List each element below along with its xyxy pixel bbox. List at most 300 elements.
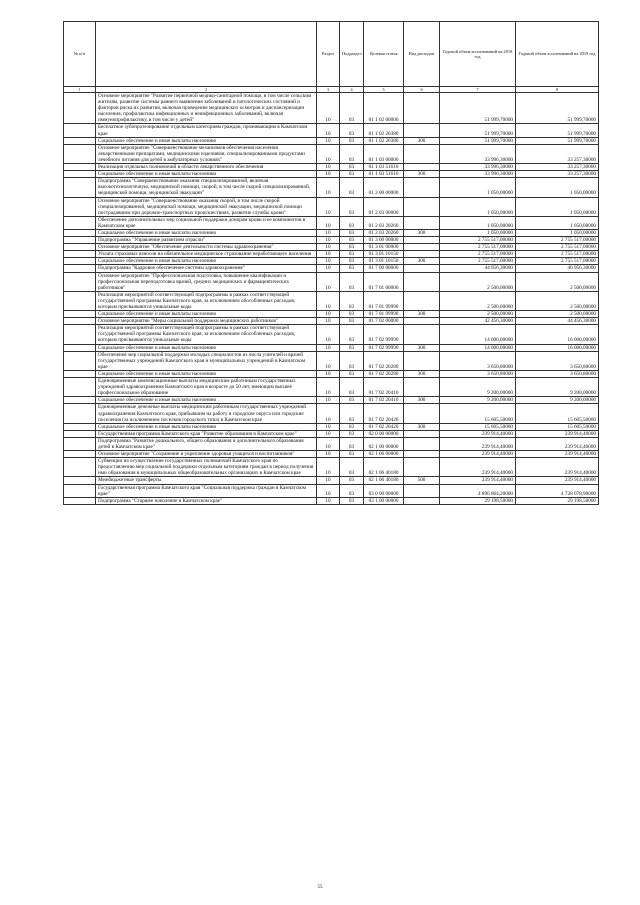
cell-amount-2019: 44 456,30000 xyxy=(516,318,599,325)
cell-section: 10 xyxy=(317,171,340,178)
table-row xyxy=(64,423,599,430)
cell-amount-2019: 51 999,70000 xyxy=(516,93,599,124)
cell-section: 10 xyxy=(317,124,340,137)
cell-target: 01 1 02 20380 xyxy=(364,124,404,137)
cell-target: 01 3 01 00000 xyxy=(364,244,404,251)
cell-amount-2018: 15 605,50000 xyxy=(440,404,516,423)
cell-name: Подпрограмма "Развитие дошкольного, общего образования и дополнительного образования детей в Камчатском крае" xyxy=(96,437,317,450)
page-number: 55 xyxy=(317,885,323,890)
cell-amount-2018: 2 755 517,00000 xyxy=(440,244,516,251)
cell-subsection: 03 xyxy=(340,430,364,437)
cell-amount-2019: 2 755 517,00000 xyxy=(516,244,599,251)
cell-type xyxy=(404,404,440,423)
cell-subsection: 03 xyxy=(340,351,364,370)
cell-subsection: 03 xyxy=(340,458,364,477)
cell-target: 01 7 02 20280 xyxy=(364,370,404,377)
cell-section: 10 xyxy=(317,458,340,477)
cell-section: 10 xyxy=(317,93,340,124)
table-row xyxy=(64,178,599,197)
cell-type: 300 xyxy=(404,311,440,318)
cell-type xyxy=(404,351,440,370)
cell-section: 10 xyxy=(317,325,340,344)
header-2019: Годовой объем ассигнований на 2019 год xyxy=(516,22,599,87)
cell-name: Социальное обеспечение и иные выплаты населению xyxy=(96,229,317,236)
cell-type xyxy=(404,291,440,310)
cell-amount-2018: 51 999,70000 xyxy=(440,124,516,137)
cell-amount-2018: 239 914,40000 xyxy=(440,477,516,484)
table-row xyxy=(64,458,599,477)
cell-amount-2019: 3 650,80000 xyxy=(516,370,599,377)
cell-amount-2018: 29 198,50000 xyxy=(440,497,516,504)
table-row xyxy=(64,291,599,310)
cell-subsection: 03 xyxy=(340,137,364,144)
cell-target: 02 1 06 40180 xyxy=(364,477,404,484)
cell-amount-2018: 239 914,40000 xyxy=(440,458,516,477)
cell-section: 10 xyxy=(317,144,340,163)
cell-amount-2018: 239 914,40000 xyxy=(440,437,516,450)
cell-amount-2018: 9 200,00000 xyxy=(440,378,516,397)
cell-amount-2019: 2 755 517,00000 xyxy=(516,258,599,265)
cell-name: Подпрограмма "Совершенствование оказания специализированной, включая высокотехнологичную, медицинской помощи, скорой, в том числе скорой специализированной, медицинской помощи, медицинской эвакуации" xyxy=(96,178,317,197)
cell-name: Основное мероприятие "Обеспечение деятельности системы здравоохранения" xyxy=(96,244,317,251)
cell-name: Основное мероприятие "Развитие первичной медико-санитарной помощи, в том числе сельским жителям, развитие системы раннего выявления заболеваний и патологических состояний и факторов риска их развития, включая проведение медицинских осмотров и диспансеризации населения, профилактика инфекционных и неинфекционных заболеваний, включая иммунопрофилактику, в том числе у детей" xyxy=(96,93,317,124)
cell-target: 01 7 02 20420 xyxy=(364,423,404,430)
cell-name: Основное мероприятие "Совершенствование механизмов обеспечения населения лекарственными препаратами, медицинскими изделиями, специализированными продуктами лечебного питания для детей в амбулаторных условиях" xyxy=(96,144,317,163)
cell-subsection: 03 xyxy=(340,423,364,430)
cell-subsection: 03 xyxy=(340,244,364,251)
cell-name: Социальное обеспечение и иные выплаты населению xyxy=(96,137,317,144)
cell-amount-2018: 239 914,40000 xyxy=(440,430,516,437)
table-row xyxy=(64,397,599,404)
cell-amount-2018: 33 996,30000 xyxy=(440,171,516,178)
cell-subsection: 03 xyxy=(340,178,364,197)
header-num: № п/п xyxy=(64,22,96,87)
col-number: 6 xyxy=(404,87,440,93)
cell-target: 01 2 03 00000 xyxy=(364,197,404,216)
table-row xyxy=(64,237,599,244)
cell-num xyxy=(64,216,96,229)
cell-amount-2019: 29 198,50000 xyxy=(516,497,599,504)
cell-target: 02 1 06 00000 xyxy=(364,451,404,458)
cell-amount-2019: 33 257,30000 xyxy=(516,164,599,171)
cell-amount-2018: 51 999,70000 xyxy=(440,137,516,144)
cell-subsection: 03 xyxy=(340,477,364,484)
cell-subsection: 03 xyxy=(340,397,364,404)
cell-target: 01 7 01 99990 xyxy=(364,291,404,310)
table-row xyxy=(64,216,599,229)
cell-amount-2019: 51 999,70000 xyxy=(516,124,599,137)
cell-amount-2018: 33 996,30000 xyxy=(440,144,516,163)
cell-section: 10 xyxy=(317,237,340,244)
cell-name: Реализация мероприятий соответствующей подпрограммы в рамках соответствующей государственной программы Камчатского края, за исключением обособленных расходов, которым присваиваются уникальные коды xyxy=(96,325,317,344)
cell-name: Основное мероприятие "Меры социальной поддержки медицинских работников" xyxy=(96,318,317,325)
cell-amount-2019: 239 914,40000 xyxy=(516,477,599,484)
cell-amount-2019: 2 500,00000 xyxy=(516,291,599,310)
cell-target: 01 7 02 20410 xyxy=(364,397,404,404)
cell-num xyxy=(64,404,96,423)
col-number: 2 xyxy=(96,87,317,93)
cell-amount-2018: 44 956,30000 xyxy=(440,265,516,272)
cell-amount-2018: 15 605,50000 xyxy=(440,423,516,430)
cell-amount-2018: 14 000,00000 xyxy=(440,344,516,351)
cell-section: 10 xyxy=(317,251,340,258)
table-row xyxy=(64,244,599,251)
table-row xyxy=(64,325,599,344)
header-expense-type: Вид расходов xyxy=(404,22,440,87)
cell-num xyxy=(64,397,96,404)
cell-num xyxy=(64,137,96,144)
cell-type: 300 xyxy=(404,137,440,144)
cell-subsection: 03 xyxy=(340,318,364,325)
cell-target: 01 3 00 00000 xyxy=(364,237,404,244)
cell-type: 300 xyxy=(404,229,440,236)
cell-section: 10 xyxy=(317,430,340,437)
cell-target: 02 1 06 40180 xyxy=(364,458,404,477)
cell-type xyxy=(404,497,440,504)
cell-subsection: 03 xyxy=(340,311,364,318)
table-row xyxy=(64,404,599,423)
header-subsection: Подраздел xyxy=(340,22,364,87)
cell-section: 10 xyxy=(317,265,340,272)
cell-type xyxy=(404,265,440,272)
col-number: 7 xyxy=(440,87,516,93)
col-number: 3 xyxy=(317,87,340,93)
cell-target: 01 2 03 20260 xyxy=(364,216,404,229)
cell-amount-2019: 2 755 517,00000 xyxy=(516,251,599,258)
cell-target: 01 1 02 00000 xyxy=(364,93,404,124)
cell-subsection: 03 xyxy=(340,124,364,137)
cell-type xyxy=(404,164,440,171)
cell-num xyxy=(64,124,96,137)
cell-amount-2018: 1 050,00000 xyxy=(440,178,516,197)
cell-type xyxy=(404,451,440,458)
cell-amount-2018: 2 755 517,00000 xyxy=(440,251,516,258)
cell-num xyxy=(64,171,96,178)
table-row xyxy=(64,477,599,484)
cell-num xyxy=(64,497,96,504)
cell-name: Государственная программа Камчатского края "Социальная поддержка граждан в Камчатском крае" xyxy=(96,484,317,497)
cell-amount-2019: 15 605,50000 xyxy=(516,404,599,423)
cell-amount-2019: 1 050,00000 xyxy=(516,229,599,236)
cell-amount-2019: 2 500,00000 xyxy=(516,272,599,291)
cell-target: 01 3 01 10150 xyxy=(364,258,404,265)
cell-amount-2018: 239 914,40000 xyxy=(440,451,516,458)
cell-amount-2018: 2 500,00000 xyxy=(440,272,516,291)
col-number: 1 xyxy=(64,87,96,93)
cell-subsection: 03 xyxy=(340,404,364,423)
cell-name: Обеспечение мер социальной поддержки молодых специалистов из числа учителей и врачей государственных учреждений Камчатского края и муниципальных учреждений в Камчатском крае xyxy=(96,351,317,370)
cell-type xyxy=(404,216,440,229)
cell-name: Государственная программа Камчатского края "Развитие образования в Камчатском крае" xyxy=(96,430,317,437)
cell-num xyxy=(64,325,96,344)
cell-type xyxy=(404,178,440,197)
cell-subsection: 03 xyxy=(340,272,364,291)
table-row xyxy=(64,497,599,504)
cell-target: 01 7 02 99990 xyxy=(364,325,404,344)
cell-subsection: 03 xyxy=(340,265,364,272)
cell-amount-2019: 239 914,40000 xyxy=(516,451,599,458)
cell-subsection: 03 xyxy=(340,144,364,163)
cell-section: 10 xyxy=(317,370,340,377)
cell-type: 500 xyxy=(404,477,440,484)
cell-num xyxy=(64,229,96,236)
table-row xyxy=(64,484,599,497)
cell-amount-2019: 51 999,70000 xyxy=(516,137,599,144)
table-row xyxy=(64,197,599,216)
cell-name: Уплата страховых взносов на обязательное медицинское страхование неработающего населения xyxy=(96,251,317,258)
table-row xyxy=(64,344,599,351)
cell-num xyxy=(64,477,96,484)
cell-amount-2019: 2 755 517,00000 xyxy=(516,237,599,244)
table-row xyxy=(64,272,599,291)
cell-name: Социальное обеспечение и иные выплаты населению xyxy=(96,397,317,404)
cell-num xyxy=(64,351,96,370)
cell-type xyxy=(404,430,440,437)
cell-num xyxy=(64,178,96,197)
header-2018: Годовой объем ассигнований на 2018 год xyxy=(440,22,516,87)
table-row xyxy=(64,171,599,178)
cell-name: Социальное обеспечение и иные выплаты населению xyxy=(96,311,317,318)
cell-amount-2018: 2 500,00000 xyxy=(440,311,516,318)
cell-amount-2018: 51 999,70000 xyxy=(440,93,516,124)
cell-type xyxy=(404,437,440,450)
cell-amount-2019: 16 000,00000 xyxy=(516,325,599,344)
cell-target: 01 7 02 99990 xyxy=(364,344,404,351)
cell-subsection: 03 xyxy=(340,484,364,497)
cell-subsection: 03 xyxy=(340,370,364,377)
cell-target: 01 7 02 20420 xyxy=(364,404,404,423)
cell-type xyxy=(404,197,440,216)
cell-subsection: 03 xyxy=(340,237,364,244)
cell-section: 10 xyxy=(317,397,340,404)
cell-type xyxy=(404,124,440,137)
cell-num xyxy=(64,164,96,171)
cell-target: 01 7 01 00000 xyxy=(364,272,404,291)
cell-name: Социальное обеспечение и иные выплаты населению xyxy=(96,258,317,265)
cell-amount-2019: 239 914,40000 xyxy=(516,430,599,437)
cell-section: 10 xyxy=(317,351,340,370)
table-row xyxy=(64,378,599,397)
cell-type: 300 xyxy=(404,171,440,178)
cell-num xyxy=(64,378,96,397)
header-name xyxy=(96,22,317,87)
cell-target: 01 1 03 51610 xyxy=(364,164,404,171)
cell-target: 02 1 00 00000 xyxy=(364,437,404,450)
cell-amount-2018: 1 050,00000 xyxy=(440,229,516,236)
cell-section: 10 xyxy=(317,216,340,229)
cell-num xyxy=(64,318,96,325)
table-row xyxy=(64,251,599,258)
cell-num xyxy=(64,344,96,351)
cell-amount-2019: 4 728 078,90000 xyxy=(516,484,599,497)
cell-num xyxy=(64,484,96,497)
cell-subsection: 03 xyxy=(340,229,364,236)
cell-subsection: 03 xyxy=(340,451,364,458)
cell-section: 10 xyxy=(317,497,340,504)
table-row xyxy=(64,265,599,272)
cell-name: Основное мероприятие "Сохранение и укрепление здоровья учащихся и воспитанников" xyxy=(96,451,317,458)
cell-target: 01 7 00 00000 xyxy=(364,265,404,272)
cell-target: 01 2 03 20260 xyxy=(364,229,404,236)
cell-num xyxy=(64,451,96,458)
table-row xyxy=(64,137,599,144)
cell-num xyxy=(64,93,96,124)
cell-target: 01 2 00 00000 xyxy=(364,178,404,197)
cell-num xyxy=(64,272,96,291)
cell-subsection: 03 xyxy=(340,216,364,229)
cell-name: Подпрограмма "Управление развитием отрасли" xyxy=(96,237,317,244)
cell-section: 10 xyxy=(317,258,340,265)
cell-amount-2018: 42 456,30000 xyxy=(440,318,516,325)
cell-amount-2019: 3 650,80000 xyxy=(516,351,599,370)
cell-section: 10 xyxy=(317,229,340,236)
cell-num xyxy=(64,370,96,377)
cell-name: Социальное обеспечение и иные выплаты населению xyxy=(96,423,317,430)
cell-section: 10 xyxy=(317,437,340,450)
cell-section: 10 xyxy=(317,318,340,325)
cell-num xyxy=(64,291,96,310)
cell-section: 10 xyxy=(317,178,340,197)
cell-type: 300 xyxy=(404,258,440,265)
cell-amount-2018: 3 650,80000 xyxy=(440,370,516,377)
table-row xyxy=(64,93,599,124)
cell-target: 01 3 01 10150 xyxy=(364,251,404,258)
cell-subsection: 03 xyxy=(340,497,364,504)
cell-type: 300 xyxy=(404,370,440,377)
cell-name: Основное мероприятие "Профессиональная подготовка, повышение квалификации и профессиональная переподготовка врачей, средних медицинских и фармацевтических работников" xyxy=(96,272,317,291)
table-row xyxy=(64,164,599,171)
cell-amount-2019: 9 200,00000 xyxy=(516,378,599,397)
cell-amount-2019: 2 500,00000 xyxy=(516,311,599,318)
cell-section: 10 xyxy=(317,423,340,430)
cell-type xyxy=(404,325,440,344)
cell-name: Основное мероприятие "Совершенствование оказания скорой, в том числе скорой специализированной, медицинской помощи, медицинской эвакуации, медицинской помощи пострадавшим при дорожно-транспортных происшествиях, развитие службы крови" xyxy=(96,197,317,216)
cell-subsection: 03 xyxy=(340,291,364,310)
cell-name: Межбюджетные трансферты xyxy=(96,477,317,484)
cell-amount-2019: 1 050,00000 xyxy=(516,197,599,216)
table-row xyxy=(64,124,599,137)
cell-target: 01 1 03 00000 xyxy=(364,144,404,163)
cell-section: 10 xyxy=(317,164,340,171)
cell-num xyxy=(64,258,96,265)
cell-num xyxy=(64,197,96,216)
cell-subsection: 03 xyxy=(340,258,364,265)
cell-target: 02 0 00 00000 xyxy=(364,430,404,437)
header-row xyxy=(64,22,599,87)
cell-type xyxy=(404,93,440,124)
col-number: 5 xyxy=(364,87,404,93)
cell-section: 10 xyxy=(317,404,340,423)
cell-section: 10 xyxy=(317,291,340,310)
table-row xyxy=(64,229,599,236)
cell-target: 01 1 03 51610 xyxy=(364,171,404,178)
cell-num xyxy=(64,244,96,251)
cell-num xyxy=(64,144,96,163)
table-row xyxy=(64,370,599,377)
cell-amount-2018: 2 500,00000 xyxy=(440,291,516,310)
cell-amount-2019: 15 605,50000 xyxy=(516,423,599,430)
cell-name: Единовременные денежные выплаты медицинским работникам государственных учреждений здравоохранения Камчатского края, прибывшим на работу в городские округа или городские поселения (за исключением поселков городского типа) в Камчатском крае xyxy=(96,404,317,423)
header-target: Целевая статья xyxy=(364,22,404,87)
cell-target: 01 7 02 00000 xyxy=(364,318,404,325)
cell-subsection: 03 xyxy=(340,197,364,216)
cell-amount-2019: 46 956,30000 xyxy=(516,265,599,272)
cell-amount-2018: 4 896 864,20000 xyxy=(440,484,516,497)
cell-type: 300 xyxy=(404,344,440,351)
cell-target: 01 7 02 20280 xyxy=(364,351,404,370)
cell-amount-2018: 1 050,00000 xyxy=(440,197,516,216)
cell-target: 01 7 01 99990 xyxy=(364,311,404,318)
table-body xyxy=(64,93,599,505)
cell-target: 03 0 00 00000 xyxy=(364,484,404,497)
cell-num xyxy=(64,437,96,450)
cell-name: Обеспечение дополнительных мер социальной поддержки донорам крови и ее компонентов в Камчатском крае xyxy=(96,216,317,229)
cell-amount-2018: 2 755 517,00000 xyxy=(440,258,516,265)
cell-section: 10 xyxy=(317,451,340,458)
cell-amount-2019: 239 914,40000 xyxy=(516,458,599,477)
table-row xyxy=(64,451,599,458)
header-section: Раздел xyxy=(317,22,340,87)
cell-amount-2018: 9 200,00000 xyxy=(440,397,516,404)
col-number: 4 xyxy=(340,87,364,93)
cell-num xyxy=(64,423,96,430)
cell-subsection: 03 xyxy=(340,378,364,397)
cell-amount-2018: 2 755 517,00000 xyxy=(440,237,516,244)
table-row xyxy=(64,430,599,437)
cell-amount-2018: 14 000,00000 xyxy=(440,325,516,344)
cell-amount-2018: 33 996,30000 xyxy=(440,164,516,171)
table-row xyxy=(64,311,599,318)
cell-num xyxy=(64,251,96,258)
cell-type xyxy=(404,378,440,397)
cell-section: 10 xyxy=(317,272,340,291)
cell-type xyxy=(404,237,440,244)
col-number: 8 xyxy=(516,87,599,93)
cell-section: 10 xyxy=(317,311,340,318)
cell-subsection: 03 xyxy=(340,325,364,344)
table-row xyxy=(64,351,599,370)
cell-name: Подпрограмма "Кадровое обеспечение системы здравоохранения" xyxy=(96,265,317,272)
cell-section: 10 xyxy=(317,378,340,397)
cell-name: Социальное обеспечение и иные выплаты населению xyxy=(96,370,317,377)
cell-amount-2019: 16 000,00000 xyxy=(516,344,599,351)
cell-amount-2018: 1 050,00000 xyxy=(440,216,516,229)
cell-type: 300 xyxy=(404,397,440,404)
cell-type xyxy=(404,144,440,163)
cell-subsection: 03 xyxy=(340,344,364,351)
cell-target: 01 7 02 20410 xyxy=(364,378,404,397)
cell-section: 10 xyxy=(317,477,340,484)
cell-target: 03 1 00 00000 xyxy=(364,497,404,504)
cell-name: Бесплатное зубопротезирование отдельным категориям граждан, проживающим в Камчатском крае xyxy=(96,124,317,137)
cell-type xyxy=(404,251,440,258)
cell-amount-2019: 1 050,00000 xyxy=(516,216,599,229)
cell-section: 10 xyxy=(317,344,340,351)
table-row xyxy=(64,318,599,325)
cell-amount-2018: 3 650,80000 xyxy=(440,351,516,370)
cell-amount-2019: 9 200,00000 xyxy=(516,397,599,404)
cell-num xyxy=(64,237,96,244)
cell-subsection: 03 xyxy=(340,251,364,258)
cell-type xyxy=(404,272,440,291)
cell-subsection: 03 xyxy=(340,171,364,178)
cell-amount-2019: 239 914,40000 xyxy=(516,437,599,450)
cell-name: Социальное обеспечение и иные выплаты населению xyxy=(96,171,317,178)
cell-num xyxy=(64,458,96,477)
cell-section: 10 xyxy=(317,484,340,497)
cell-amount-2019: 33 257,30000 xyxy=(516,171,599,178)
cell-type xyxy=(404,458,440,477)
